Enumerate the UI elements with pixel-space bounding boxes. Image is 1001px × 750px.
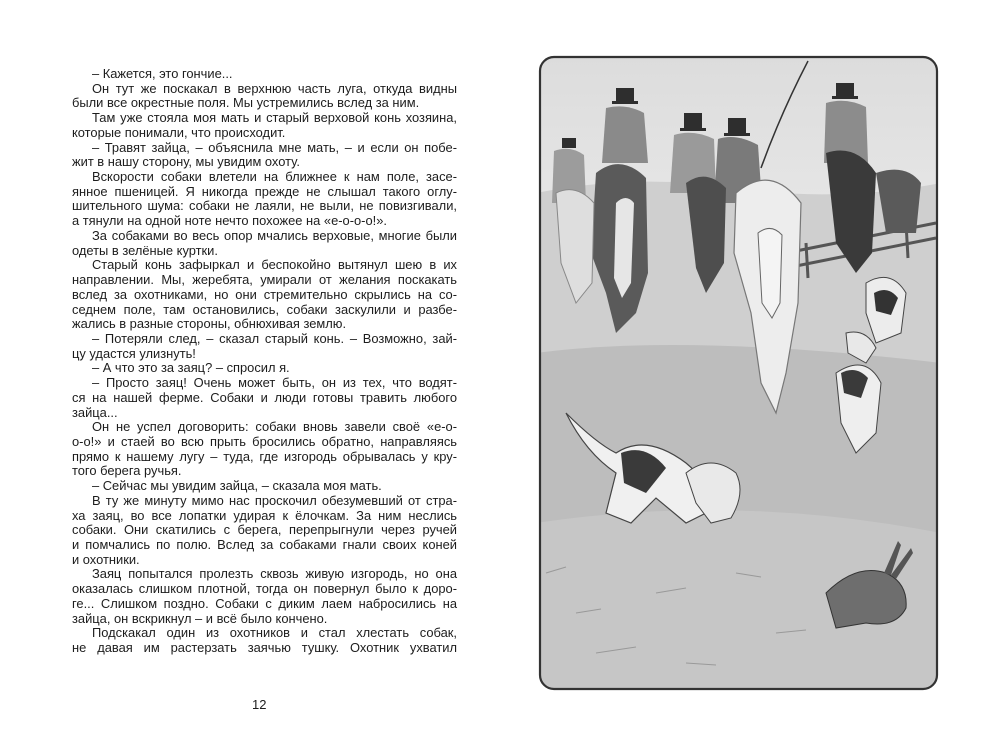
text-line: ха заяц, во все лопатки удирая к ёлочкам. За ним неслись xyxy=(72,507,457,523)
text-line: Вскорости собаки влетели на ближнее к нам поле, засе- xyxy=(92,169,457,185)
body-text xyxy=(72,67,457,656)
text-line: Он тут же поскакал в верхнюю часть луга, откуда видны xyxy=(92,80,457,96)
text-line: прямо к нашему лугу – туда, где изгородь обрывалась у кру- xyxy=(72,448,457,464)
text-line: и помчались по полю. Вслед за собаками гнали своих коней xyxy=(72,537,457,552)
text-line: о-о!» и стаей во всю прыть бросились обратно, направляясь xyxy=(72,433,457,449)
text-line: направлении. Мы, жеребята, умирали от желания поскакать xyxy=(72,272,457,288)
text-line: ся на нашей ферме. Собаки и люди готовы травить любого xyxy=(72,389,457,405)
text-line: – Травят зайца, – объяснила мне мать, – и если он побе- xyxy=(92,139,457,155)
text-line: оказалась слишком плотной, тогда он повернул было к доро- xyxy=(72,581,457,597)
text-line: были все окрестные поля. Мы устремились вслед за ним. xyxy=(72,95,420,111)
text-line: которые понимали, что происходит. xyxy=(72,124,286,140)
text-line: не давая им растерзать заячью тушку. Охотник ухватил xyxy=(72,640,457,656)
text-line: – Просто заяц! Очень может быть, он из тех, что водят- xyxy=(92,375,457,391)
text-line: – Сейчас мы увидим зайца, – сказала моя мать. xyxy=(92,478,382,494)
text-line: цу удастся улизнуть! xyxy=(72,345,196,361)
text-line: В ту же минуту мимо нас проскочил обезумевший от стра- xyxy=(92,492,457,508)
illustration-drawing xyxy=(536,53,941,693)
text-line: седнем поле, там остановились, собаки заскулили и разбе- xyxy=(72,301,457,317)
page-number: 12 xyxy=(252,697,267,712)
text-line: Старый конь зафыркал и беспокойно вытянул шею в их xyxy=(92,257,457,273)
text-line: янное пшеницей. Я никогда прежде не слышал такого оглу- xyxy=(72,183,457,199)
text-line: того берега ручья. xyxy=(72,463,182,479)
text-line: ге... Слишком поздно. Собаки с диким лаем набросились на xyxy=(72,595,457,611)
hunt-illustration xyxy=(536,53,941,693)
text-line: собаки. Они скатились с берега, перепрыгнули через ручей xyxy=(72,522,457,538)
text-line: одеты в зелёные куртки. xyxy=(72,242,218,258)
text-line: Подскакал один из охотников и стал хлестать собак, xyxy=(92,625,457,641)
text-line: жались в разные стороны, обнюхивая землю. xyxy=(72,316,347,332)
text-line: зайца... xyxy=(72,404,118,420)
text-line: жит в нашу сторону, мы увидим охоту. xyxy=(72,154,300,170)
text-line: зайца, он вскрикнул – и всё было кончено. xyxy=(72,610,328,626)
text-line: – А что это за заяц? – спросил я. xyxy=(92,360,290,376)
text-line: вслед за охотниками, но они стремительно скрылись на со- xyxy=(72,286,457,302)
text-line: шительного шума: собаки не лаяли, не выли, не повизгивали, xyxy=(72,198,457,214)
text-line: – Кажется, это гончие... xyxy=(92,66,233,81)
text-line: а тянули на одной ноте нечто похожее на «е-о-о-о!». xyxy=(72,213,387,229)
text-line: Там уже стояла моя мать и старый верховой конь хозяина, xyxy=(92,110,457,126)
text-line: Он не успел договорить: собаки вновь завели своё «е-о- xyxy=(92,419,457,435)
text-line: – Потеряли след, – сказал старый конь. – Возможно, зай- xyxy=(92,330,457,346)
text-line: За собаками во весь опор мчались верховые, многие были xyxy=(92,227,457,243)
text-line: Заяц попытался пролезть сквозь живую изгородь, но она xyxy=(92,566,457,582)
text-line: и охотники. xyxy=(72,551,140,567)
